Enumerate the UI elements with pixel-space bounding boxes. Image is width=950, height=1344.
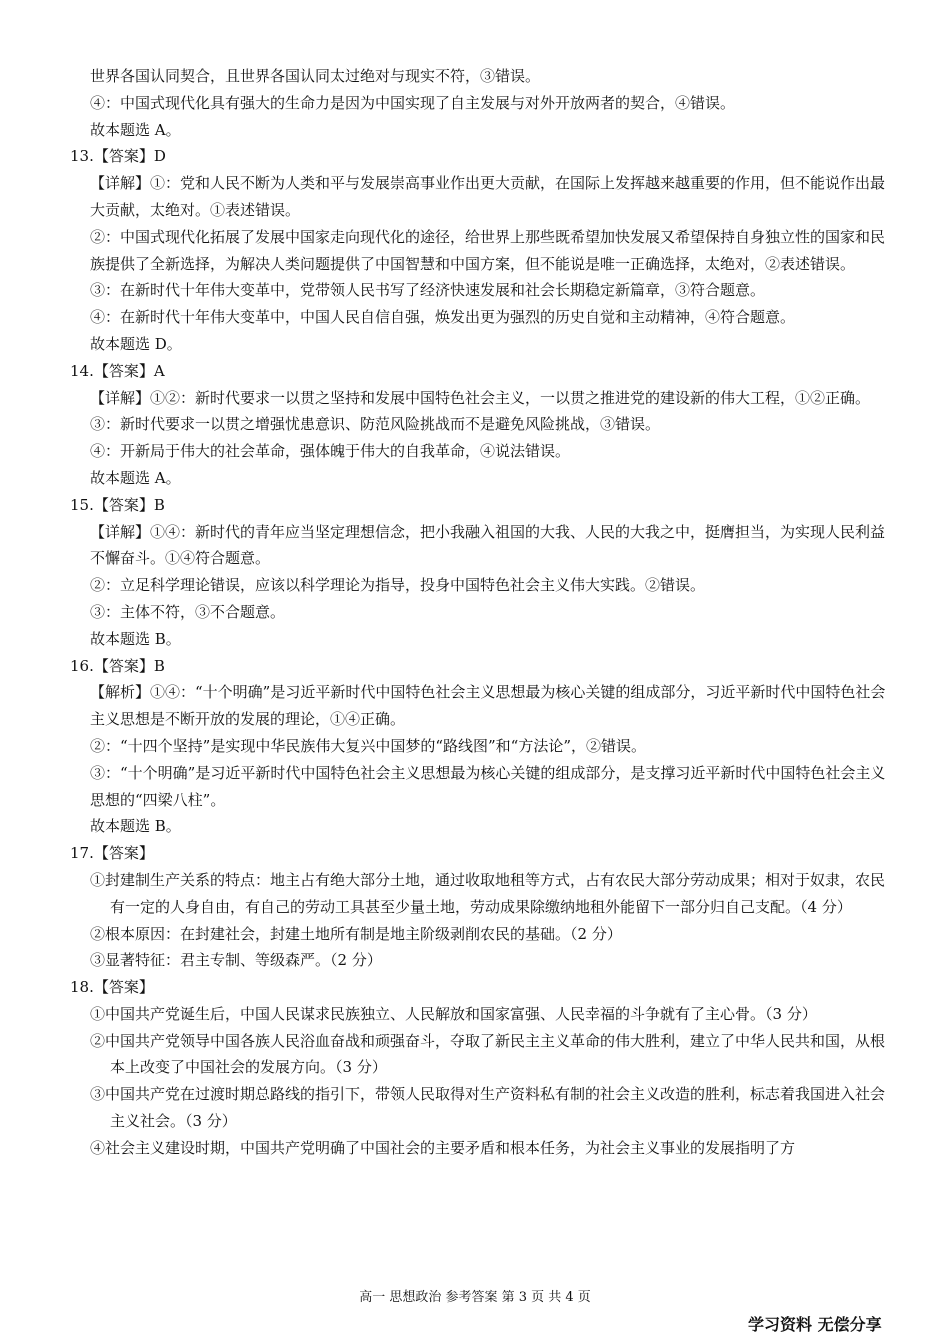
text-paragraph: 故本题选 D。 [90, 334, 182, 353]
text-paragraph: ④社会主义建设时期，中国共产党明确了中国社会的主要矛盾和根本任务，为社会主义事业的发展指明了方 [90, 1138, 796, 1157]
text-paragraph: 世界各国认同契合，且世界各国认同太过绝对与现实不符，③错误。 [90, 67, 541, 85]
text-paragraph: ③显著特征：君主专制、等级森严。（2 分） [90, 951, 382, 970]
text-paragraph: ③：“十个明确”是习近平新时代中国特色社会主义思想最为核心关键的组成部分，是支撑习近平新时代中国特色社会主义思想的“四梁八柱”。 [90, 763, 886, 809]
text-paragraph: 故本题选 A。 [90, 120, 181, 139]
text-paragraph: ②：立足科学理论错误，应该以科学理论为指导，投身中国特色社会主义伟大实践。②错误。 [90, 576, 706, 595]
text-paragraph: ②：“十四个坚持”是实现中华民族伟大复兴中国梦的“路线图”和“方法论”，②错误。 [90, 736, 647, 755]
answer-heading: 16.【答案】B [70, 656, 165, 675]
text-paragraph: ④：在新时代十年伟大变革中，中国人民自信自强，焕发出更为强烈的历史自觉和主动精神，④符合题意。 [90, 308, 796, 327]
text-paragraph: 【解析】①④：“十个明确”是习近平新时代中国特色社会主义思想最为核心关键的组成部分，习近平新时代中国特色社会主义思想是不断开放的发展的理论，①④正确。 [90, 683, 886, 729]
text-paragraph: ④：中国式现代化具有强大的生命力是因为中国实现了自主发展与对外开放两者的契合，④错误。 [90, 93, 736, 112]
text-paragraph: 故本题选 B。 [90, 629, 181, 648]
page-footer: 高一 思想政治 参考答案 第 3 页 共 4 页 [359, 1290, 591, 1305]
text-paragraph: ③中国共产党在过渡时期总路线的指引下，带领人民取得对生产资料私有制的社会主义改造的胜利，标志着我国进入社会主义社会。（3 分） [90, 1085, 886, 1131]
text-paragraph: 【详解】①④：新时代的青年应当坚定理想信念，把小我融入祖国的大我、人民的大我之中，挺膺担当，为实现人民利益不懈奋斗。①④符合题意。 [90, 522, 886, 568]
text-paragraph: ④：开新局于伟大的社会革命，强体魄于伟大的自我革命，④说法错误。 [90, 442, 571, 461]
text-paragraph: 【详解】①：党和人民不断为人类和平与发展崇高事业作出更大贡献，在国际上发挥越来越重要的作用，但不能说作出最大贡献，太绝对。①表述错误。 [90, 174, 886, 219]
answer-heading: 15.【答案】B [70, 495, 165, 514]
text-paragraph: 【详解】①②：新时代要求一以贯之坚持和发展中国特色社会主义，一以贯之推进党的建设新的伟大工程，①②正确。 [90, 388, 871, 407]
watermark-stamp: 学习资料 无偿分享 [748, 1315, 882, 1332]
text-paragraph: 故本题选 B。 [90, 817, 181, 836]
answer-heading: 17.【答案】 [70, 844, 154, 863]
text-paragraph: 故本题选 A。 [90, 468, 181, 487]
text-paragraph: ②根本原因：在封建社会，封建土地所有制是地主阶级剥削农民的基础。（2 分） [90, 924, 622, 943]
answer-heading: 14.【答案】A [70, 361, 165, 380]
text-paragraph: ②中国共产党领导中国各族人民浴血奋战和顽强奋斗，夺取了新民主主义革命的伟大胜利，建立了中华人民共和国，从根本上改变了中国社会的发展方向。（3 分） [90, 1031, 886, 1077]
text-paragraph: ③：在新时代十年伟大变革中，党带领人民书写了经济快速发展和社会长期稳定新篇章，③符合题意。 [90, 281, 766, 300]
text-paragraph: ①封建制生产关系的特点：地主占有绝大部分土地，通过收取地租等方式，占有农民大部分劳动成果；相对于奴隶，农民有一定的人身自由，有自己的劳动工具甚至少量土地，劳动成果除缴纳地租外能留下一部分归自己支配。（4 分） [90, 870, 886, 916]
answer-content [70, 63, 890, 1162]
text-paragraph: ②：中国式现代化拓展了发展中国家走向现代化的途径，给世界上那些既希望加快发展又希望保持自身独立性的国家和民族提供了全新选择，为解决人类问题提供了中国智慧和中国方案，但不能说是唯一正确选择，太绝对，②表述错误。 [90, 227, 886, 273]
answer-heading: 18.【答案】 [70, 978, 154, 997]
text-paragraph: ①中国共产党诞生后，中国人民谋求民族独立、人民解放和国家富强、人民幸福的斗争就有了主心骨。（3 分） [90, 1004, 817, 1023]
text-paragraph: ③：新时代要求一以贯之增强忧患意识、防范风险挑战而不是避免风险挑战，③错误。 [90, 415, 661, 434]
answer-heading: 13.【答案】D [70, 147, 166, 166]
text-paragraph: ③：主体不符，③不合题意。 [90, 602, 286, 621]
